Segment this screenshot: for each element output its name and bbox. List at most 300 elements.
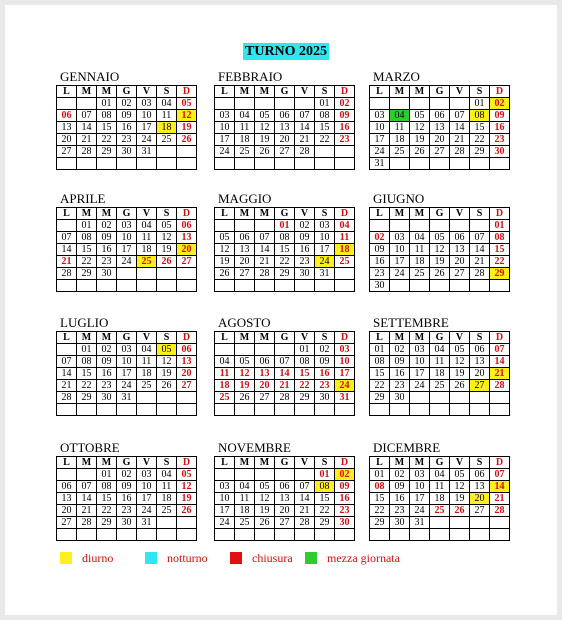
day-cell: 03 [137,469,157,481]
day-cell: 17 [410,493,430,505]
month-grid [369,456,510,541]
empty-cell [315,280,335,292]
day-cell: 18 [137,368,157,380]
day-cell: 18 [157,493,177,505]
day-cell: 24 [137,134,157,146]
day-cell: 02 [390,344,410,356]
day-cell: 02 [97,344,117,356]
empty-cell [235,220,255,232]
day-cell: 27 [450,268,470,280]
weekday-header: D [177,332,197,344]
week-row [57,469,197,481]
day-cell: 07 [57,356,77,368]
day-cell: 23 [97,256,117,268]
empty-cell [450,98,470,110]
week-row [57,158,197,170]
day-cell: 03 [215,481,235,493]
day-cell: 19 [177,122,197,134]
day-cell: 21 [77,505,97,517]
weekday-header-row [215,208,355,220]
weekday-header-row [215,457,355,469]
day-cell: 07 [450,110,470,122]
day-cell: 09 [335,481,355,493]
day-cell: 03 [117,344,137,356]
day-cell: 07 [77,110,97,122]
day-cell: 21 [255,256,275,268]
weekday-header: V [137,86,157,98]
day-cell: 31 [410,517,430,529]
day-cell: 17 [370,134,390,146]
day-cell: 13 [275,493,295,505]
day-cell: 15 [315,493,335,505]
day-cell: 03 [215,110,235,122]
empty-cell [390,158,410,170]
day-cell: 21 [77,134,97,146]
day-cell: 15 [275,244,295,256]
weekday-header: S [157,208,177,220]
week-row [370,256,510,268]
day-cell: 02 [335,98,355,110]
day-cell: 21 [295,505,315,517]
week-row [370,220,510,232]
day-cell: 10 [215,122,235,134]
day-cell: 04 [410,232,430,244]
day-cell: 13 [177,356,197,368]
day-cell: 09 [390,481,410,493]
empty-cell [450,517,470,529]
day-cell: 18 [137,244,157,256]
month-name: SETTEMBRE [373,315,449,330]
weekday-header: D [177,208,197,220]
day-cell: 02 [335,469,355,481]
day-cell: 23 [335,134,355,146]
day-cell: 05 [255,481,275,493]
day-cell: 15 [370,493,390,505]
day-cell: 12 [430,244,450,256]
day-cell: 18 [335,244,355,256]
day-cell: 25 [235,146,255,158]
week-row [215,158,355,170]
day-cell: 07 [490,469,510,481]
day-cell: 08 [77,356,97,368]
weekday-header: V [450,457,470,469]
week-row [215,380,355,392]
weekday-header-row [57,332,197,344]
day-cell: 18 [235,134,255,146]
empty-cell [335,146,355,158]
day-cell: 24 [390,268,410,280]
day-cell: 09 [370,244,390,256]
weekday-header: D [490,208,510,220]
week-row [215,268,355,280]
month-gennaio [56,69,208,170]
empty-cell [335,529,355,541]
day-cell: 16 [490,122,510,134]
month-grid [56,207,197,292]
week-row [57,244,197,256]
day-cell: 26 [450,380,470,392]
day-cell: 08 [315,481,335,493]
month-novembre [214,440,366,541]
empty-cell [157,529,177,541]
day-cell: 28 [470,268,490,280]
weekday-header: L [57,208,77,220]
day-cell: 07 [255,232,275,244]
weekday-header: M [97,86,117,98]
day-cell: 23 [335,505,355,517]
day-cell: 02 [117,98,137,110]
day-cell: 28 [57,268,77,280]
empty-cell [177,392,197,404]
day-cell: 22 [97,505,117,517]
day-cell: 16 [117,493,137,505]
empty-cell [450,392,470,404]
weekday-header: L [215,332,235,344]
month-name: GENNAIO [60,69,120,84]
day-cell: 22 [295,380,315,392]
empty-cell [295,404,315,416]
weekday-header: L [215,86,235,98]
week-row [57,280,197,292]
week-row [370,368,510,380]
day-cell: 14 [77,122,97,134]
day-cell: 08 [295,356,315,368]
day-cell: 12 [157,356,177,368]
empty-cell [470,517,490,529]
day-cell: 09 [490,110,510,122]
day-cell: 04 [430,469,450,481]
day-cell: 27 [177,380,197,392]
weekday-header: M [255,457,275,469]
empty-cell [335,268,355,280]
day-cell: 21 [490,368,510,380]
day-cell: 02 [370,232,390,244]
weekday-header: G [430,208,450,220]
day-cell: 21 [490,493,510,505]
month-grid [214,456,355,541]
weekday-header: D [335,332,355,344]
day-cell: 04 [235,110,255,122]
day-cell: 11 [235,122,255,134]
empty-cell [57,404,77,416]
empty-cell [255,220,275,232]
day-cell: 28 [255,268,275,280]
week-row [215,368,355,380]
day-cell: 25 [157,134,177,146]
empty-cell [57,469,77,481]
day-cell: 30 [295,268,315,280]
day-cell: 06 [177,220,197,232]
day-cell: 07 [295,110,315,122]
month-grid [369,207,510,292]
week-row [370,404,510,416]
empty-cell [410,404,430,416]
day-cell: 17 [215,505,235,517]
empty-cell [215,98,235,110]
week-row [215,134,355,146]
day-cell: 16 [315,368,335,380]
day-cell: 26 [410,146,430,158]
empty-cell [335,158,355,170]
day-cell: 20 [177,244,197,256]
day-cell: 01 [470,98,490,110]
day-cell: 25 [215,392,235,404]
day-cell: 06 [275,481,295,493]
day-cell: 11 [410,244,430,256]
day-cell: 11 [430,481,450,493]
empty-cell [315,158,335,170]
weekday-header-row [370,208,510,220]
weekday-header: L [215,208,235,220]
day-cell: 05 [410,110,430,122]
day-cell: 30 [97,268,117,280]
day-cell: 12 [215,244,235,256]
day-cell: 19 [450,493,470,505]
weekday-header: V [295,332,315,344]
day-cell: 17 [390,256,410,268]
day-cell: 27 [177,256,197,268]
day-cell: 04 [235,481,255,493]
empty-cell [410,98,430,110]
weekday-header: M [390,332,410,344]
empty-cell [390,404,410,416]
month-maggio [214,191,366,292]
month-name: NOVEMBRE [218,440,291,455]
week-row [370,505,510,517]
day-cell: 25 [157,505,177,517]
empty-cell [275,158,295,170]
day-cell: 25 [430,505,450,517]
day-cell: 09 [315,356,335,368]
weekday-header-row [370,457,510,469]
day-cell: 09 [97,232,117,244]
month-grid [214,207,355,292]
day-cell: 01 [295,344,315,356]
day-cell: 02 [315,344,335,356]
day-cell: 04 [390,110,410,122]
day-cell: 29 [77,392,97,404]
week-row [215,122,355,134]
day-cell: 13 [235,244,255,256]
day-cell: 09 [117,481,137,493]
empty-cell [430,98,450,110]
day-cell: 08 [77,232,97,244]
legend-swatch-mezza-giornata [305,552,317,564]
day-cell: 24 [117,256,137,268]
day-cell: 21 [57,380,77,392]
day-cell: 27 [470,505,490,517]
empty-cell [490,158,510,170]
empty-cell [117,529,137,541]
empty-cell [390,529,410,541]
day-cell: 02 [490,98,510,110]
weekday-header: V [137,332,157,344]
empty-cell [157,404,177,416]
day-cell: 30 [97,392,117,404]
day-cell: 10 [410,356,430,368]
empty-cell [137,280,157,292]
day-cell: 24 [410,505,430,517]
day-cell: 26 [215,268,235,280]
weekday-header: G [430,86,450,98]
empty-cell [177,158,197,170]
day-cell: 22 [490,256,510,268]
day-cell: 07 [275,356,295,368]
week-row [370,380,510,392]
week-row [57,493,197,505]
month-name: MARZO [373,69,420,84]
day-cell: 14 [275,368,295,380]
weekday-header: G [275,332,295,344]
day-cell: 16 [117,122,137,134]
day-cell: 14 [450,122,470,134]
day-cell: 26 [450,505,470,517]
weekday-header: S [315,208,335,220]
week-row [215,469,355,481]
day-cell: 24 [215,146,235,158]
weekday-header: V [295,86,315,98]
month-grid [369,85,510,170]
day-cell: 21 [57,256,77,268]
week-row [215,529,355,541]
week-row [57,380,197,392]
empty-cell [57,344,77,356]
day-cell: 22 [97,134,117,146]
day-cell: 13 [470,481,490,493]
day-cell: 05 [450,344,470,356]
empty-cell [157,158,177,170]
day-cell: 22 [315,505,335,517]
day-cell: 03 [335,344,355,356]
weekday-header: D [490,457,510,469]
day-cell: 11 [157,481,177,493]
empty-cell [177,280,197,292]
day-cell: 19 [255,134,275,146]
week-row [57,529,197,541]
empty-cell [157,280,177,292]
week-row [215,392,355,404]
day-cell: 20 [57,505,77,517]
day-cell: 31 [315,268,335,280]
day-cell: 28 [57,392,77,404]
day-cell: 18 [157,122,177,134]
week-row [370,122,510,134]
day-cell: 22 [470,134,490,146]
weekday-header: L [370,457,390,469]
day-cell: 10 [335,356,355,368]
empty-cell [77,280,97,292]
day-cell: 22 [77,256,97,268]
day-cell: 04 [335,220,355,232]
weekday-header-row [215,332,355,344]
day-cell: 29 [370,392,390,404]
day-cell: 28 [295,146,315,158]
empty-cell [215,404,235,416]
weekday-header: L [57,457,77,469]
day-cell: 01 [77,220,97,232]
weekday-header: M [97,457,117,469]
empty-cell [177,268,197,280]
day-cell: 12 [450,481,470,493]
day-cell: 03 [410,469,430,481]
day-cell: 10 [370,122,390,134]
empty-cell [430,158,450,170]
empty-cell [255,469,275,481]
day-cell: 31 [335,392,355,404]
legend-label: diurno [82,551,114,565]
week-row [370,529,510,541]
weekday-header: V [450,208,470,220]
weekday-header: S [470,457,490,469]
week-row [57,356,197,368]
week-row [215,98,355,110]
empty-cell [490,392,510,404]
empty-cell [77,158,97,170]
empty-cell [177,517,197,529]
day-cell: 08 [97,110,117,122]
empty-cell [215,158,235,170]
day-cell: 18 [410,256,430,268]
day-cell: 10 [215,493,235,505]
empty-cell [137,404,157,416]
empty-cell [57,529,77,541]
empty-cell [215,529,235,541]
weekday-header: V [295,208,315,220]
empty-cell [295,158,315,170]
day-cell: 20 [275,505,295,517]
day-cell: 25 [430,380,450,392]
legend-label: chiusura [252,551,293,565]
weekday-header: M [235,457,255,469]
empty-cell [117,268,137,280]
week-row [57,98,197,110]
weekday-header: G [275,457,295,469]
day-cell: 17 [117,244,137,256]
day-cell: 23 [117,134,137,146]
week-row [215,146,355,158]
day-cell: 19 [430,256,450,268]
empty-cell [470,392,490,404]
week-row [57,232,197,244]
empty-cell [370,98,390,110]
weekday-header: S [470,332,490,344]
day-cell: 29 [97,146,117,158]
day-cell: 19 [450,368,470,380]
empty-cell [450,529,470,541]
empty-cell [470,158,490,170]
month-aprile [56,191,208,292]
day-cell: 14 [295,122,315,134]
month-name: OTTOBRE [60,440,120,455]
empty-cell [295,529,315,541]
day-cell: 19 [410,134,430,146]
day-cell: 16 [335,122,355,134]
empty-cell [255,529,275,541]
empty-cell [490,280,510,292]
day-cell: 03 [117,220,137,232]
week-row [370,280,510,292]
week-row [215,493,355,505]
weekday-header: M [97,208,117,220]
empty-cell [215,280,235,292]
day-cell: 16 [335,493,355,505]
day-cell: 21 [295,134,315,146]
day-cell: 08 [315,110,335,122]
week-row [370,481,510,493]
week-row [370,493,510,505]
week-row [57,134,197,146]
weekday-header-row [57,86,197,98]
